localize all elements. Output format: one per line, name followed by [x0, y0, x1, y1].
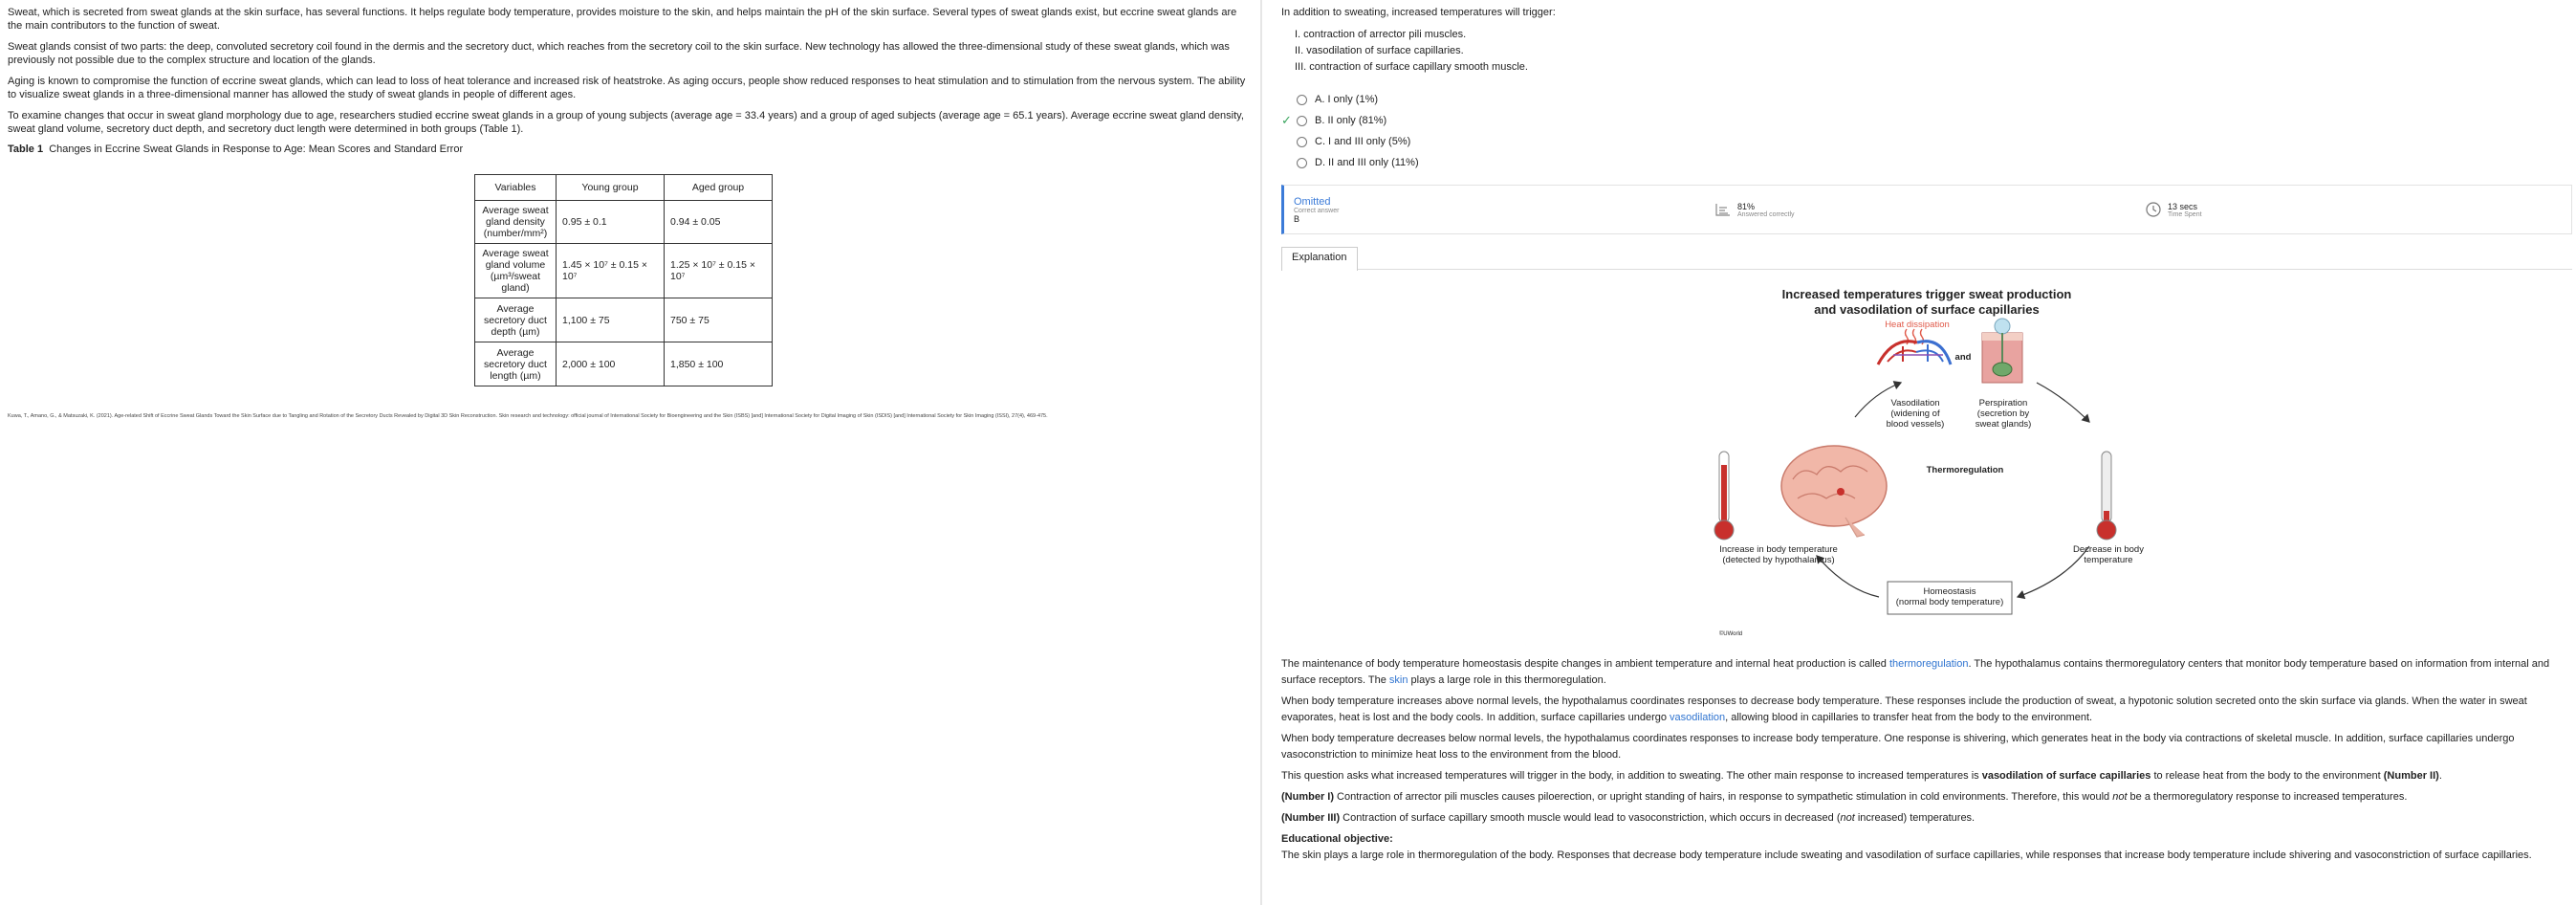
statement-item: III. contraction of surface capillary smooth muscle. [1295, 61, 1528, 73]
homeostasis-label: Homeostasis (normal body temperature) [1895, 586, 2004, 607]
table-cell-aged: 1,850 ± 100 [665, 342, 773, 386]
table-caption [8, 143, 1253, 155]
question-pane [1281, 0, 2572, 905]
table-label: Table 1 [8, 143, 44, 155]
answer-stats-bar [1281, 185, 2572, 234]
time-spent-stat [2145, 201, 2202, 218]
tab-bar [1281, 246, 2572, 270]
explanation-paragraph: (Number III) Contraction of surface capillary smooth muscle would lead to vasoconstriction, which occurs in decreased (not increased) temperatures. [1281, 812, 1976, 824]
choice-label: D. II and III only (11%) [1315, 157, 1419, 168]
passage-paragraph-4: To examine changes that occur in sweat gland morphology due to age, researchers studied eccrine sweat glands in a group of young subjects (average age = 33.4 years) and a group of aged subjects (average age = 65.1 years). Average eccrine sweat gland density, sweat gland volume, secretory duct depth, and secretory duct length were determined in both groups (Table 1). [8, 110, 1244, 135]
thermoregulation-figure [1281, 283, 2572, 656]
radio-button[interactable] [1297, 158, 1307, 168]
choice-label: B. II only (81%) [1315, 115, 1387, 126]
table-cell-aged: 750 ± 75 [665, 298, 773, 342]
figure-title-line: Increased temperatures trigger sweat production [1781, 287, 2072, 301]
correct-answer-label: Correct answer [1294, 207, 1340, 214]
table-cell-aged: 1.25 × 10⁷ ± 0.15 × 10⁷ [665, 244, 773, 298]
table-header: Young group [557, 175, 665, 201]
figure-credit: ©UWorld [1718, 631, 1743, 637]
choice-c[interactable] [1281, 131, 2572, 152]
increase-temperature-label: Increase in body temperature (detected by hypothalamus) [1719, 544, 1838, 565]
brain-icon [1781, 446, 1887, 537]
tab-explanation[interactable]: Explanation [1281, 247, 1358, 271]
explanation-paragraph: When body temperature increases above normal levels, the hypothalamus coordinates responses to decrease body temperature. These responses include the production of sweat, a hypotonic solution secreted onto the skin surface via glands. When the water in sweat evaporates, heat is lost and the body cools. In addition, surface capillaries undergo vasodilation, allowing blood in capillaries to transfer heat from the body to the environment. [1281, 695, 2527, 723]
choice-label: C. I and III only (5%) [1315, 136, 1411, 147]
statement-list [1281, 27, 2572, 76]
table-row [475, 298, 773, 342]
perspiration-label: Perspiration (secretion by sweat glands) [1975, 398, 2032, 430]
table-cell-young: 1,100 ± 75 [557, 298, 665, 342]
thermoregulation-link[interactable]: thermoregulation [1888, 658, 1969, 670]
table-caption-text: Changes in Eccrine Sweat Glands in Response to Age: Mean Scores and Standard Error [49, 143, 464, 155]
heat-dissipation-label: Heat dissipation [1885, 320, 1950, 330]
choice-b[interactable] [1281, 110, 2572, 131]
decrease-temperature-label: Decrease in body temperature [2073, 544, 2144, 565]
skin-link[interactable]: skin [1388, 674, 1408, 686]
answer-status [1294, 196, 1714, 224]
pane-divider[interactable] [1260, 0, 1262, 905]
objective-heading: Educational objective: [1281, 833, 1393, 845]
table-header: Variables [475, 175, 557, 201]
choice-a[interactable] [1281, 89, 2572, 110]
explanation-paragraph: When body temperature decreases below normal levels, the hypothalamus coordinates responses to increase body temperature. One response is shivering, which generates heat in the body via contractions of skeletal muscle. In addition, surface capillaries undergo vasoconstriction to minimize heat loss to the environment from the blood. [1281, 733, 2515, 761]
time-label: Time Spent [2168, 210, 2202, 218]
radio-button[interactable] [1297, 95, 1307, 105]
table-cell-variable: Average sweat gland volume (µm³/sweat gland) [475, 244, 557, 298]
question-stem: In addition to sweating, increased temperatures will trigger: [1281, 7, 1556, 18]
radio-button[interactable] [1297, 137, 1307, 147]
table-cell-variable: Average secretory duct length (µm) [475, 342, 557, 386]
and-label: and [1954, 352, 1972, 363]
percent-value: 81% [1737, 201, 1756, 211]
table-cell-aged: 0.94 ± 0.05 [665, 201, 773, 244]
table-row [475, 244, 773, 298]
passage-pane [0, 0, 1260, 905]
table-row [475, 342, 773, 386]
objective-text: The skin plays a large role in thermoregulation of the body. Responses that decrease body temperature include sweating and vasodilation of surface capillaries, while responses that increase body temperature include shivering and vasoconstriction of surface capillaries. [1281, 850, 2532, 861]
reference-citation: Kuwa, T., Amano, G., & Matsuzaki, K. (2021). Age-related Shift of Eccrine Sweat Glands Toward the Skin Surface due to Tangling and Rotation of the Secretory Ducts Revealed by Digital 3D Skin Reconstruction. Skin research and technology: official journal of International Society for Bioengineering and the Skin (ISBS) [and] International Society for Digital Imaging of Skin (ISDIS) [and] International Society for Skin Imaging (ISSI), 27(4), 469-475. [8, 413, 1048, 419]
blood-vessels-icon [1878, 342, 1951, 364]
passage-paragraph-2: Sweat glands consist of two parts: the deep, convoluted secretory coil found in the dermis and the secretory duct, which reaches from the secretory coil to the skin surface. New technology has allowed the three-dimensional study of these sweat glands, which was previously not possible due to the complex structure and location of the glands. [8, 41, 1230, 66]
time-value: 13 secs [2168, 201, 2198, 211]
table-row [475, 201, 773, 244]
explanation-paragraph: This question asks what increased temperatures will trigger in the body, in addition to sweating. The other main response to increased temperatures is vasodilation of surface capillaries to release heat from the body to the environment (Number II). [1281, 770, 2442, 782]
percent-correct-stat [1714, 201, 2145, 218]
vasodilation-link[interactable]: vasodilation [1670, 712, 1726, 723]
choice-d[interactable] [1281, 152, 2572, 173]
percent-label: Answered correctly [1737, 210, 1795, 218]
explanation-paragraph: The maintenance of body temperature homeostasis despite changes in ambient temperature and internal heat production is called thermoregulation. The hypothalamus contains thermoregulatory centers that monitor body temperature based on information from internal and surface receptors. The skin plays a large role in this thermoregulation. [1281, 658, 2550, 686]
table-cell-variable: Average secretory duct depth (µm) [475, 298, 557, 342]
table-cell-variable: Average sweat gland density (number/mm²) [475, 201, 557, 244]
vasodilation-label: Vasodilation (widening of blood vessels) [1886, 398, 1945, 430]
choice-label: A. I only (1%) [1315, 94, 1379, 105]
thermometer-low-icon [2097, 452, 2116, 540]
correct-check-icon: ✓ [1281, 113, 1292, 127]
data-table [474, 174, 773, 386]
figure-title [1281, 287, 2572, 318]
table-cell-young: 0.95 ± 0.1 [557, 201, 665, 244]
table-header-row [475, 175, 773, 201]
sweat-gland-icon [1982, 319, 2022, 383]
bar-chart-icon [1714, 201, 1732, 218]
explanation-paragraph: (Number I) Contraction of arrector pili muscles causes piloerection, or upright standing of hairs, in response to sympathetic stimulation in cold environments. Therefore, this would not be a thermoregulatory response to increased temperatures. [1281, 791, 2408, 803]
figure-title-line: and vasodilation of surface capillaries [1814, 302, 2040, 317]
correct-answer-value: B [1294, 213, 1300, 224]
table-header: Aged group [665, 175, 773, 201]
table-cell-young: 2,000 ± 100 [557, 342, 665, 386]
status-omitted: Omitted [1294, 195, 1331, 208]
passage-paragraph-3: Aging is known to compromise the function of eccrine sweat glands, which can lead to loss of heat tolerance and increased risk of heatstroke. As aging occurs, people show reduced responses to heat stimulation and to stimulation from the nervous system. The ability to visualize sweat glands in a three-dimensional manner has allowed the study of sweat glands in people of different ages. [8, 76, 1246, 100]
radio-button[interactable] [1297, 116, 1307, 126]
table-cell-young: 1.45 × 10⁷ ± 0.15 × 10⁷ [557, 244, 665, 298]
statement-item: I. contraction of arrector pili muscles. [1295, 29, 1467, 40]
answer-choices [1281, 89, 2572, 173]
clock-icon [2145, 201, 2162, 218]
explanation-text [1281, 656, 2572, 864]
thermometer-high-icon [1714, 452, 1734, 540]
passage-paragraph-1: Sweat, which is secreted from sweat glands at the skin surface, has several functions. It helps regulate body temperature, provides moisture to the skin, and helps maintain the pH of the skin surface. Several types of sweat glands exist, but eccrine sweat glands are the main contributors to the function of sweat. [8, 7, 1237, 32]
statement-item: II. vasodilation of surface capillaries. [1295, 45, 1464, 56]
thermoregulation-label: Thermoregulation [1926, 465, 2004, 475]
